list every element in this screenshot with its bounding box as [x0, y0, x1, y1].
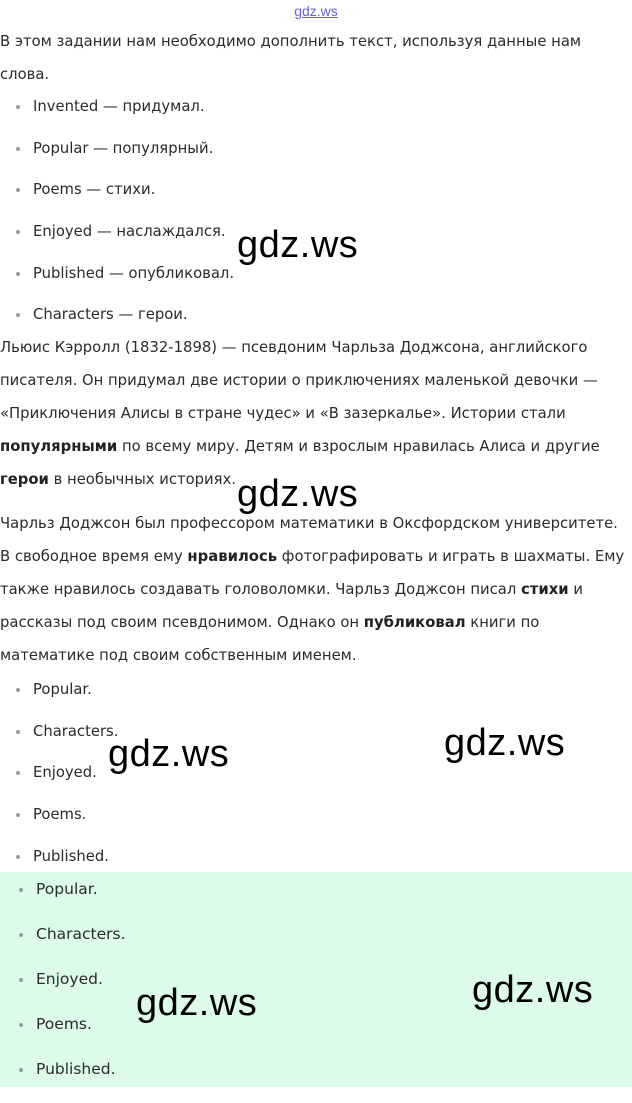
highlighted-answers-list — [0, 878, 126, 1103]
list-item: Enjoyed. — [0, 762, 118, 804]
answer-word: герои — [0, 471, 49, 488]
list-item: Popular. — [0, 679, 118, 721]
list-item: Popular. — [0, 878, 126, 923]
watermark: gdz.ws — [444, 722, 566, 764]
answer-word: стихи — [520, 581, 569, 598]
story-paragraph-1: Льюис Кэрролл (1832-1898) — псевдоним Чарльза Доджсона, английского писателя. Он придумал две истории о приключениях маленькой девочки — «Приключения Алисы в стране чудес» и «В зазеркалье». Истории стали популярными по всему миру. Детям и взрослым нравилась Алиса и другие герои в необычных историях. — [0, 339, 600, 488]
bullet-icon — [16, 188, 20, 192]
site-link[interactable]: gdz.ws — [294, 3, 338, 19]
bullet-icon — [16, 272, 20, 276]
bullet-icon — [16, 313, 20, 317]
list-item: Published. — [0, 846, 118, 888]
bullet-icon — [19, 888, 23, 892]
list-item: Characters. — [0, 721, 118, 763]
answer-word: нравилось — [187, 548, 278, 565]
story-paragraph-2: Чарльз Доджсон был профессором математики в Оксфордском университете. В свободное время ему нравилось фотографировать и играть в шахматы. Ему также нравилось создавать головоломки. Чарльз Доджсон писал стихи и рассказы под своим псевдонимом. Однако он публиковал книги по математике под своим собственным именем. — [0, 515, 625, 664]
bullet-icon — [19, 933, 23, 937]
list-item: Characters — герои. — [0, 304, 234, 346]
bullet-icon — [16, 771, 20, 775]
bullet-icon — [16, 147, 20, 151]
bullet-icon — [19, 1068, 23, 1072]
bullet-icon — [16, 105, 20, 109]
bullet-icon — [16, 730, 20, 734]
intro-text: В этом задании нам необходимо дополнить текст, используя данные нам слова. — [0, 33, 582, 83]
watermark: gdz.ws — [108, 733, 230, 775]
list-item: Poems. — [0, 1013, 126, 1058]
bullet-icon — [16, 855, 20, 859]
bullet-icon — [16, 688, 20, 692]
list-item: Poems. — [0, 804, 118, 846]
list-item: Invented — придумал. — [0, 96, 234, 138]
bullet-icon — [16, 230, 20, 234]
answer-word: популярными — [0, 438, 118, 455]
bullet-icon — [16, 813, 20, 817]
list-item: Published. — [0, 1058, 126, 1103]
vocab-list — [0, 96, 234, 346]
list-item: Poems — стихи. — [0, 179, 234, 221]
watermark: gdz.ws — [237, 473, 359, 515]
list-item: Popular — популярный. — [0, 138, 234, 180]
bullet-icon — [19, 1023, 23, 1027]
watermark: gdz.ws — [237, 224, 359, 266]
answers-list — [0, 679, 118, 887]
answer-word: публиковал — [363, 614, 466, 631]
bullet-icon — [19, 978, 23, 982]
watermark: gdz.ws — [136, 982, 258, 1024]
list-item: Enjoyed — наслаждался. — [0, 221, 234, 263]
list-item: Characters. — [0, 923, 126, 968]
list-item: Enjoyed. — [0, 968, 126, 1013]
watermark: gdz.ws — [472, 969, 594, 1011]
list-item: Published — опубликовал. — [0, 263, 234, 305]
